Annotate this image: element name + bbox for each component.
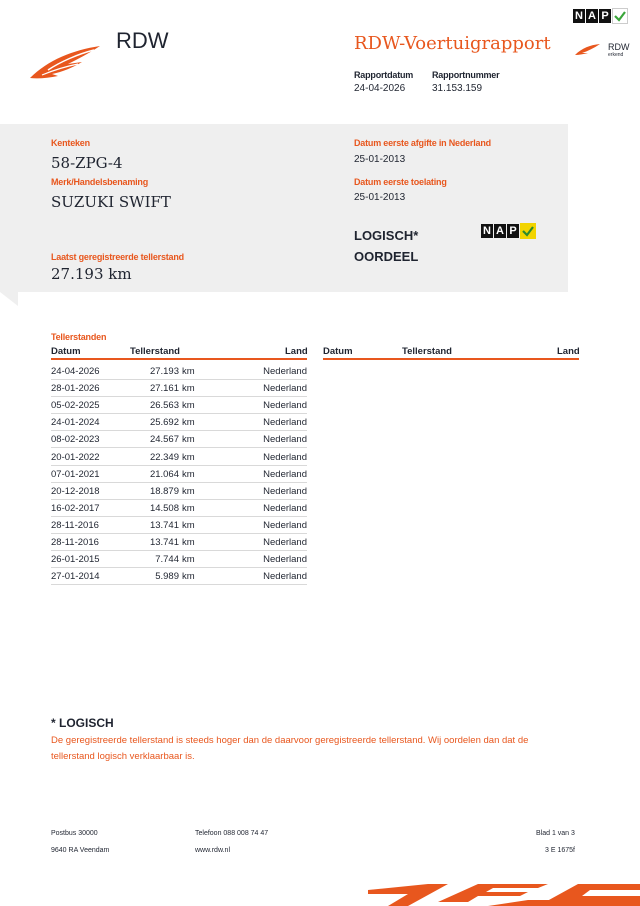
nap-letter: A (494, 224, 506, 238)
cell-datum: 07-01-2021 (51, 468, 100, 480)
col-header-datum-right: Datum (323, 346, 353, 357)
cell-tellerstand: 18.879 (149, 485, 179, 497)
cell-land: Nederland (263, 537, 307, 548)
cell-tellerstand: 13.741 (149, 537, 179, 548)
cell-tellerstand: 21.064 (149, 468, 179, 480)
tellerstand-value: 27.193 km (51, 265, 132, 283)
cell-tellerstand: 27.193 (149, 366, 179, 377)
oordeel-line1: LOGISCH* (354, 228, 419, 243)
panel-corner (0, 292, 18, 306)
toelating-value: 25-01-2013 (354, 192, 406, 203)
col-header-tellerstand-right: Tellerstand (402, 346, 452, 357)
merk-value: SUZUKI SWIFT (51, 193, 171, 211)
footer-website: www.rdw.nl (195, 847, 231, 854)
check-icon (520, 223, 536, 239)
rdw-logo-icon (28, 40, 106, 82)
cell-tellerstand: 7.744 (155, 554, 179, 566)
footer-code: 3 E 1675f (545, 847, 575, 854)
cell-land: Nederland (263, 502, 307, 514)
rapportnummer-label: Rapportnummer (432, 70, 500, 80)
footer-blad: Blad 1 van 3 (536, 830, 575, 837)
nap-letter: N (481, 224, 493, 238)
cell-tellerstand: 26.563 (149, 400, 179, 412)
brand-name: RDW (116, 28, 169, 53)
cell-datum: 20-12-2018 (51, 485, 100, 497)
cell-datum: 28-11-2016 (51, 537, 99, 548)
nap-letter: A (586, 9, 598, 23)
table-row (51, 499, 307, 517)
cell-land: Nederland (263, 366, 307, 377)
oordeel-line2: OORDEEL (354, 249, 419, 264)
note-title: * LOGISCH (51, 716, 114, 730)
cell-tellerstand: 13.741 (149, 519, 179, 531)
cell-datum: 08-02-2023 (51, 434, 100, 446)
cell-land: Nederland (263, 383, 307, 395)
rapportdatum-value: 24-04-2026 (354, 83, 406, 94)
cell-datum: 28-01-2026 (51, 383, 100, 395)
check-icon (612, 8, 628, 24)
cell-unit: km (182, 451, 195, 463)
table-row (51, 516, 307, 534)
note-text-line1: De geregistreerde tellerstand is steeds hoger dan de daarvoor geregistreerde tellerstand. Wij oordelen dan dat de (51, 735, 529, 746)
cell-tellerstand: 24.567 (149, 434, 179, 446)
report-title: RDW-Voertuigrapport (354, 33, 551, 54)
table-row (51, 533, 307, 551)
cell-datum: 24-01-2024 (51, 417, 100, 429)
rdw-erkend-brand: RDW (608, 42, 630, 52)
cell-unit: km (182, 383, 195, 395)
rapportdatum-label: Rapportdatum (354, 70, 414, 80)
table-row (51, 413, 307, 431)
table-row (51, 396, 307, 414)
cell-unit: km (182, 434, 195, 446)
footer-telefoon: Telefoon 088 008 74 47 (195, 830, 269, 837)
table-row (51, 379, 307, 397)
cell-unit: km (182, 417, 195, 429)
afgifte-label: Datum eerste afgifte in Nederland (354, 138, 491, 148)
table-row (51, 448, 307, 466)
cell-land: Nederland (263, 451, 307, 463)
rdw-erkend-icon (574, 42, 602, 56)
cell-unit: km (182, 468, 195, 480)
nap-letter: N (573, 9, 585, 23)
cell-tellerstand: 25.692 (149, 417, 179, 429)
cell-unit: km (182, 485, 195, 497)
footer-address: 9640 RA Veendam (51, 847, 110, 854)
cell-unit: km (182, 400, 195, 412)
cell-datum: 20-01-2022 (51, 451, 100, 463)
cell-tellerstand: 22.349 (149, 451, 179, 463)
toelating-label: Datum eerste toelating (354, 177, 447, 187)
cell-datum: 16-02-2017 (51, 502, 100, 514)
cell-datum: 24-04-2026 (51, 366, 100, 377)
nap-logo-oordeel (481, 223, 536, 239)
note-text-line2: tellerstand logisch verklaarbaar is. (51, 751, 195, 762)
afgifte-value: 25-01-2013 (354, 154, 406, 165)
cell-land: Nederland (263, 554, 307, 566)
table-row (51, 482, 307, 500)
cell-datum: 05-02-2025 (51, 400, 100, 412)
decorative-stripes-icon (368, 880, 640, 906)
table-header-line-right (323, 358, 579, 360)
cell-land: Nederland (263, 417, 307, 429)
table-row (51, 430, 307, 448)
col-header-land: Land (285, 346, 308, 357)
col-header-datum: Datum (51, 346, 81, 357)
cell-land: Nederland (263, 485, 307, 497)
cell-unit: km (182, 571, 195, 583)
cell-datum: 27-01-2014 (51, 571, 100, 583)
footer-postbus: Postbus 30000 (51, 830, 98, 837)
table-row (51, 550, 307, 568)
cell-tellerstand: 27.161 (149, 383, 179, 395)
table-title: Tellerstanden (51, 332, 107, 342)
nap-logo (573, 8, 628, 24)
kenteken-value: 58-ZPG-4 (51, 154, 123, 172)
merk-label: Merk/Handelsbenaming (51, 177, 149, 187)
table-header-line (51, 358, 307, 360)
rdw-erkend-sub: erkend (608, 52, 624, 58)
cell-tellerstand: 5.989 (155, 571, 179, 583)
nap-letter: P (599, 9, 611, 23)
col-header-land-right: Land (557, 346, 580, 357)
cell-land: Nederland (263, 571, 307, 583)
nap-letter: P (507, 224, 519, 238)
cell-unit: km (182, 502, 195, 514)
cell-unit: km (182, 554, 195, 566)
cell-datum: 28-11-2016 (51, 519, 99, 531)
cell-unit: km (182, 519, 195, 531)
cell-land: Nederland (263, 519, 307, 531)
cell-land: Nederland (263, 434, 307, 446)
cell-tellerstand: 14.508 (149, 502, 179, 514)
cell-land: Nederland (263, 468, 307, 480)
cell-unit: km (182, 537, 195, 548)
rapportnummer-value: 31.153.159 (432, 83, 483, 94)
cell-datum: 26-01-2015 (51, 554, 100, 566)
col-header-tellerstand: Tellerstand (130, 346, 180, 357)
cell-unit: km (182, 366, 195, 377)
tellerstand-label: Laatst geregistreerde tellerstand (51, 252, 184, 262)
cell-land: Nederland (263, 400, 307, 412)
table-row (51, 362, 307, 380)
table-row (51, 465, 307, 483)
table-row (51, 567, 307, 585)
kenteken-label: Kenteken (51, 138, 90, 148)
